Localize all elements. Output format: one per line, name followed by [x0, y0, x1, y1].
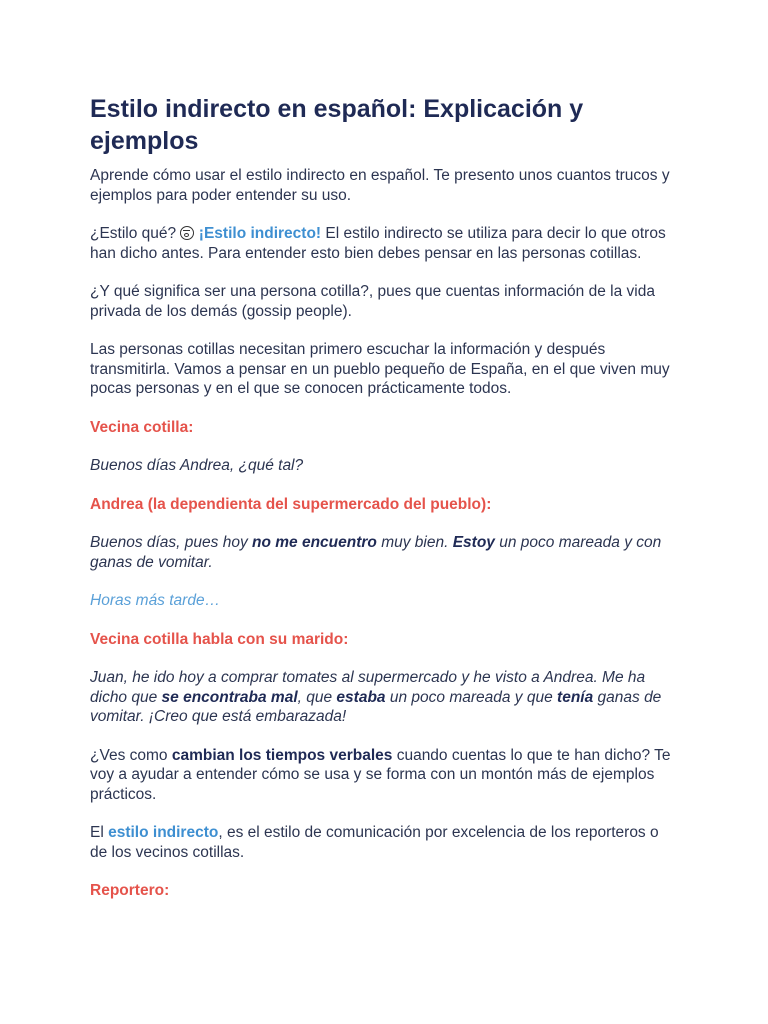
line2-part-a: Buenos días, pues hoy — [90, 534, 253, 551]
speaker-vecina: Vecina cotilla: — [90, 418, 194, 436]
tiempos-verbales-paragraph — [90, 746, 674, 805]
line3-part-c: , que — [297, 688, 337, 706]
dialog-line-3 — [90, 668, 674, 727]
p4-part-c: cuando cuentas lo que te han dicho? Te voy a ayudar a entender cómo se usa y se forma con un montón más de ejemplos prácticos. — [90, 746, 671, 803]
line3-part-e: un poco mareada y que — [385, 688, 558, 706]
line2-bold-estoy: Estoy — [452, 534, 495, 551]
p5-part-c: , es el estilo de comunicación por excelencia de los reporteros o de los vecinos cotillas. — [90, 824, 659, 861]
line2-part-e: un poco mareada y con ganas de vomitar. — [90, 534, 662, 571]
dialog-line-2 — [90, 533, 674, 572]
line3-part-g: ganas de vomitar. ¡Creo que está embarazada! — [90, 688, 662, 725]
speaker-andrea: Andrea (la dependienta del supermercado del pueblo): — [90, 495, 492, 513]
dialog-line-1: Buenos días Andrea, ¿qué tal? — [90, 457, 304, 474]
line3-bold-estaba: estaba — [336, 688, 386, 706]
cotilla-paragraph: ¿Y qué significa ser una persona cotilla?, pues que cuentas información de la vida privada de los demás (gossip people). — [90, 283, 655, 320]
line3-bold-se-encontraba-mal: se encontraba mal — [161, 688, 298, 706]
reporteros-paragraph — [90, 823, 674, 862]
p4-part-a: ¿Ves como — [90, 746, 172, 764]
intro-paragraph: Aprende cómo usar el estilo indirecto en español. Te presento unos cuantos trucos y ejemplos para poder entender su uso. — [90, 167, 670, 204]
line3-bold-tenia: tenía — [557, 688, 594, 706]
astonished-face-icon — [180, 226, 194, 240]
p4-bold-cambian: cambian los tiempos verbales — [171, 746, 393, 764]
line3-part-a: Juan, he ido hoy a comprar tomates al supermercado y he visto a Andrea. Me ha dicho que — [90, 669, 646, 706]
definition-paragraph — [90, 224, 674, 263]
p5-part-a: El — [90, 824, 109, 841]
definition-rest: El estilo indirecto se utiliza para decir lo que otros han dicho antes. Para entender esto bien debes pensar en las personas cotillas. — [90, 225, 666, 262]
article-title: Estilo indirecto en español: Explicación y ejemplos — [90, 95, 584, 155]
estilo-indirecto-inline-link[interactable]: estilo indirecto — [108, 824, 219, 841]
narration-horas-mas-tarde: Horas más tarde… — [90, 592, 221, 609]
pueblo-paragraph: Las personas cotillas necesitan primero escuchar la información y después transmitirla. Vamos a pensar en un pueblo pequeño de España, en el que viven muy pocas personas y en el que se conocen prácticamente todos. — [90, 341, 670, 397]
line2-part-c: muy bien. — [376, 534, 453, 551]
definition-lead: ¿Estilo qué? — [90, 225, 177, 242]
estilo-indirecto-link[interactable]: ¡Estilo indirecto! — [198, 225, 322, 242]
speaker-reportero: Reportero: — [90, 882, 170, 899]
line2-bold-no-me-encuentro: no me encuentro — [252, 534, 377, 551]
speaker-vecina-marido: Vecina cotilla habla con su marido: — [90, 630, 349, 648]
